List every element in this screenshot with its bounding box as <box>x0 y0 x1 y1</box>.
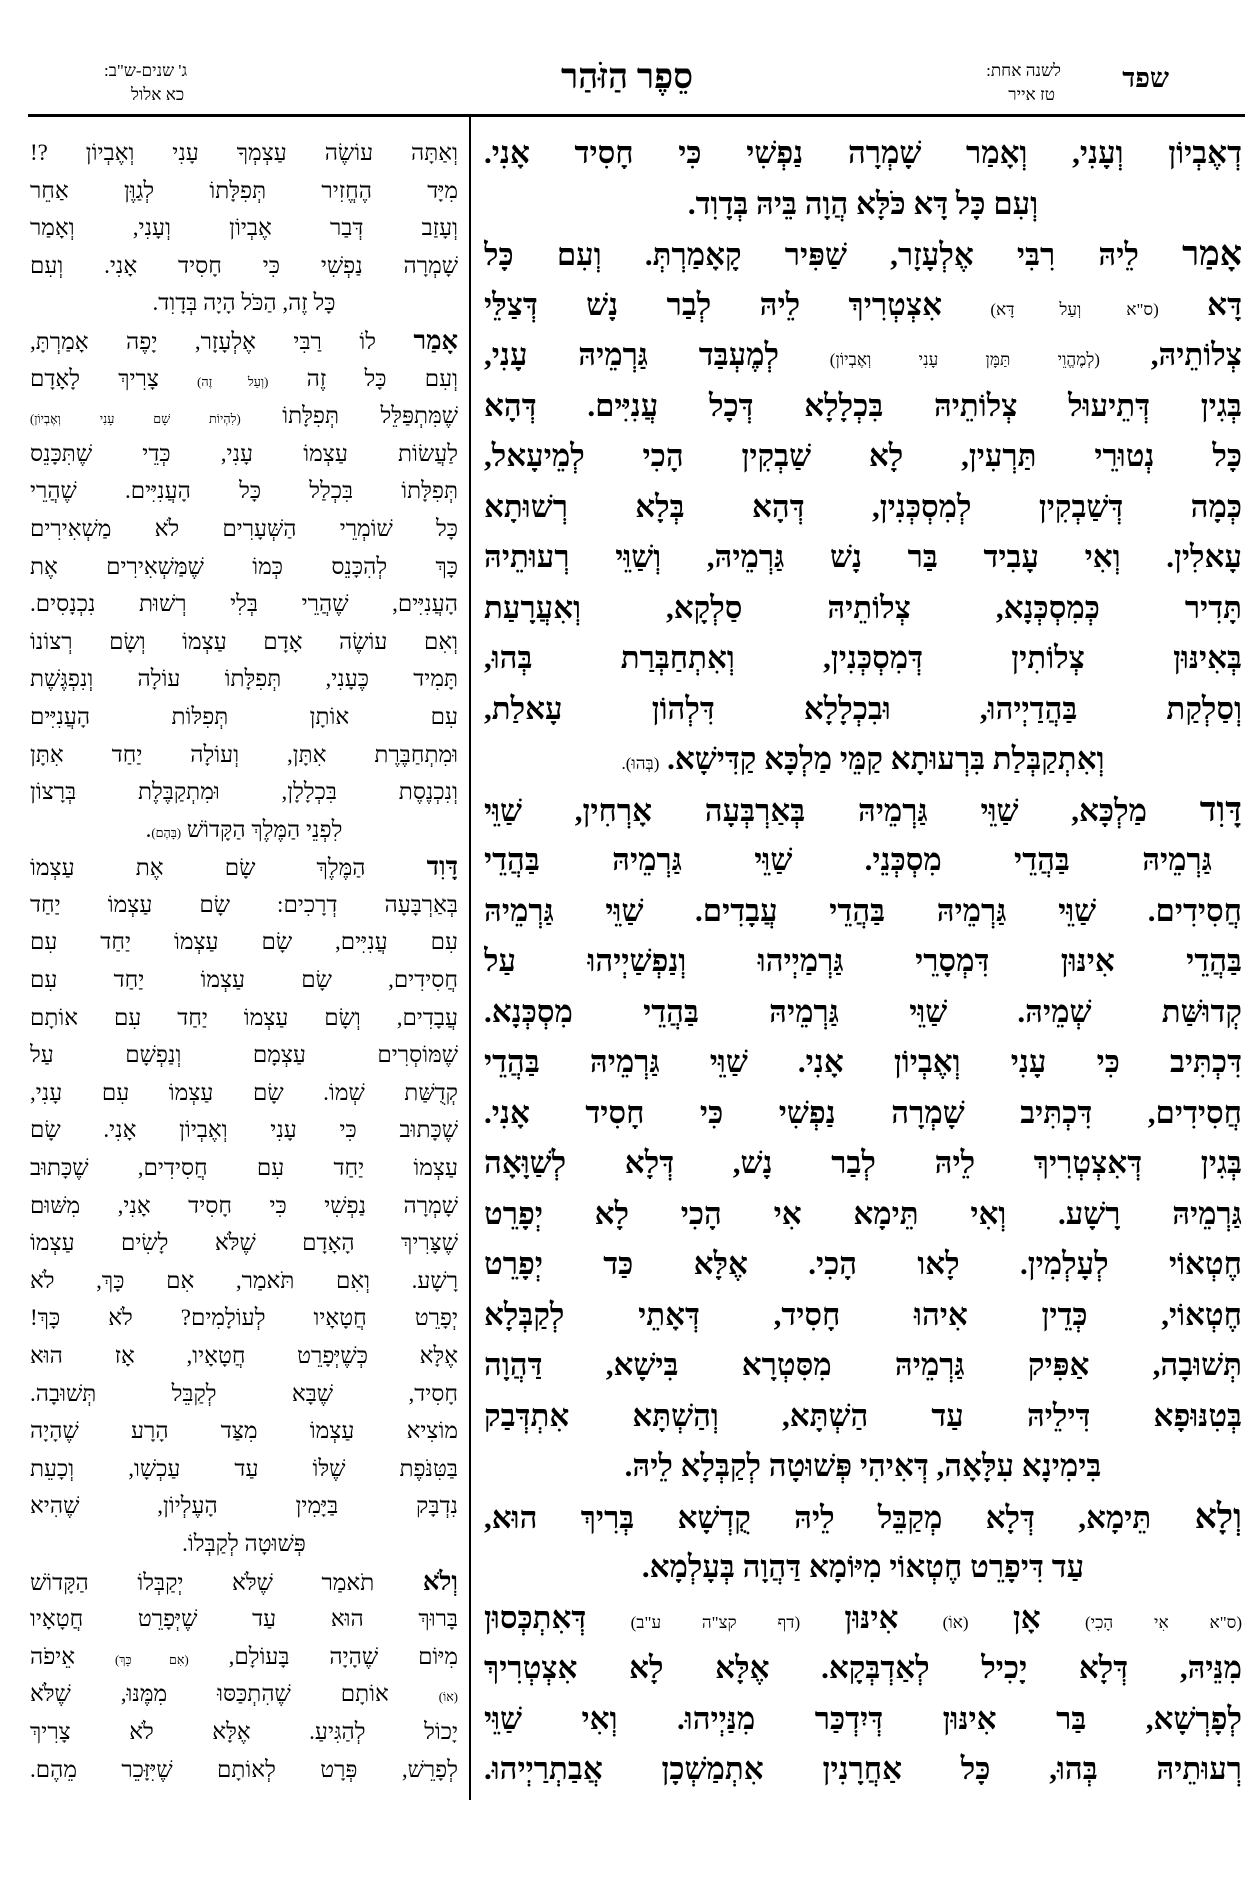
line-text: עִם אוֹתָן תְּפִלּוֹת הָעֲנִיִּים <box>30 703 458 729</box>
hebrew-text-line <box>30 1487 458 1525</box>
aramaic-text-line <box>484 1340 1242 1391</box>
line-text: גַּרְמֵיהּ רָשָׁע. וְאִי תֵּימָא אִי הָכִי לָא יְפָרֵט <box>484 1195 1242 1231</box>
hebrew-text-line <box>30 1036 458 1074</box>
hebrew-text-line <box>30 1713 458 1751</box>
aramaic-text-line <box>484 1593 1242 1644</box>
line-text: מִיּוֹם שֶׁהָיָה בָּעוֹלָם, <box>188 1643 458 1669</box>
aramaic-text-line <box>484 1492 1242 1543</box>
line-text: תְּפִלָּתוֹ בִּכְלַל כָּל הָעֲנִיִּים. שֶׁהֲרֵי <box>30 478 458 504</box>
bracketed-note: (אִם כָּךְ) <box>115 1652 189 1667</box>
aramaic-text-line <box>484 330 1242 381</box>
hebrew-text-line <box>30 623 458 661</box>
aramaic-text-line <box>484 431 1242 482</box>
line-text: וְסַלְקַת בַּהֲדַיְיהוּ, וּבִכְלָלָא דִּלְהוֹן עָאלַת, <box>484 690 1242 726</box>
line-text: חֲסִידִים. שַׁוֵּי גַּרְמֵיהּ בַּהֲדֵי עֲבָדִים. שַׁוֵּי גַּרְמֵיהּ <box>484 892 1242 928</box>
aramaic-text-line <box>484 1088 1242 1139</box>
hebrew-text-line <box>30 1111 458 1149</box>
line-text: חֲסִידִים, דִּכְתִּיב שָׁמְרָה נַפְשִׁי כִּי חָסִיד אָנִי. <box>484 1094 1242 1130</box>
one-year-cycle-label: לשנה אחת: <box>986 61 1061 80</box>
line-text: דָּא <box>1158 286 1242 322</box>
line-text: לִפְנֵי הַמֶּלֶךְ הַקָּדוֹשׁ <box>181 816 343 842</box>
paragraph-lead-word: אָמַר <box>413 325 458 355</box>
aramaic-text-line <box>484 835 1242 886</box>
line-text: מַלְכָּא, שַׁוֵּי גַּרְמֵיהּ בְּאַרְבְּעָה אָרְחִין, שַׁוֵּי <box>484 792 1200 828</box>
bracketed-note: (וְעַל זֶה) <box>197 374 269 389</box>
line-text: קְדוּשַּׁת שְׁמֵיהּ. שַׁוֵּי גַּרְמֵיהּ בַּהֲדֵי מִסְכְּנָא. <box>484 993 1242 1029</box>
hebrew-text-line <box>30 1563 458 1601</box>
line-text: וְעִם כָּל דָּא כֹּלָּא הֲוָה בֵּיהּ בְּדָוִד. <box>687 185 1039 221</box>
line-text: וְאַתָּה עוֹשֶׂה עַצְמְךָ עָנִי וְאֶבְיוֹן ?! <box>30 140 458 165</box>
line-text: שֶׁכָּתוּב כִּי עָנִי וְאֶבְיוֹן אָנִי. שָׂם <box>30 1117 458 1143</box>
hebrew-text-line <box>30 397 458 435</box>
hebrew-text-line <box>30 886 458 924</box>
line-text: דְּאִתְכְּסוּן <box>484 1599 631 1635</box>
line-text: שָׁמְרָה נַפְשִׁי כִּי חָסִיד אָנִי, מִשּׁוּם <box>30 1192 458 1218</box>
line-text: . <box>145 816 152 842</box>
aramaic-text-line <box>484 583 1242 634</box>
line-text: תְּשׁוּבָה, אַפִּיק גַּרְמֵיהּ מִסִּטְרָא בִּישָׁא, דַּהֲוָה <box>484 1347 1242 1382</box>
line-text: גַּרְמֵיהּ בַּהֲדֵי מִסְכְּנֵי. שַׁוֵּי גַּרְמֵיהּ בַּהֲדֵי <box>484 842 1212 877</box>
line-text: תֵּימָא, דְּלָא מְקַבֵּל לֵיהּ קֻדְשָׁא בְּרִיךְ הוּא, <box>484 1499 1195 1535</box>
aramaic-text-line <box>484 1138 1242 1189</box>
line-text: חֶטְאוֹי לְעָלְמִין. לָאו הָכִי. אֶלָּא כַּד יְפָרֵט <box>484 1246 1242 1281</box>
line-text: דְאֶבְיוֹן וְעָנִי, וְאָמַר שָׁמְרָה נַפְשִׁי כִּי חָסִיד אָנִי. <box>484 135 1242 170</box>
line-text: חֲסִידִים, שָׂם עַצְמוֹ יַחַד עִם <box>30 967 458 993</box>
hebrew-text-line <box>30 134 458 172</box>
line-text: נִדְבָּק בַּיָּמִין הָעֶלְיוֹן, שֶׁהִיא <box>30 1493 458 1519</box>
line-text: כָּל נְטוּרֵי תַּרְעִין, לָא שַׁבְקִין הָכִי לְמֵיעָאל, <box>484 438 1242 473</box>
line-text: שֶׁצָּרִיךְ הָאָדָם שֶׁלֹּא לָשִׂים עַצְמוֹ <box>30 1230 458 1256</box>
bracketed-note: (בָּהֶם) <box>151 825 182 840</box>
aramaic-text-line <box>484 1542 1242 1593</box>
line-text: שָׁמְרָה נַפְשִׁי כִּי חָסִיד אָנִי. וְעִם <box>30 252 458 278</box>
three-year-cycle-label: ג' שנים-ש"ב: <box>104 61 188 80</box>
hebrew-text-line <box>30 172 458 210</box>
paragraph-lead-word: וְלָא <box>1194 1496 1242 1536</box>
line-text: לְמֶעְבַּד גַּרְמֵיהּ עָנִי, <box>484 337 830 372</box>
line-text: כָּל זֶה, הַכֹּל הָיָה בְּדָוִד. <box>152 290 336 316</box>
hebrew-text-line <box>30 1600 458 1638</box>
line-text: עָאלִין. וְאִי עָבִיד בַּר נָשׁ גַּרְמֵיהּ, וְשַׁוֵּי רְעוּתֵיהּ <box>484 539 1242 574</box>
aramaic-text-line <box>484 936 1242 987</box>
aramaic-text-line <box>484 532 1242 583</box>
line-text: בִּימִינָא עִלָּאָה, דְּאִיהִי פְּשׁוּטָה לְקַבְּלָא לֵיהּ. <box>624 1448 1102 1483</box>
hebrew-text-line <box>30 1525 458 1563</box>
line-text: עַצְמוֹ יַחַד עִם חֲסִידִים, שֶׁכָּתוּב <box>30 1155 458 1181</box>
line-text: שֶׁמּוֹסְרִים עַצְמָם וְנַפְשָׁם עַל <box>30 1042 458 1068</box>
line-text: וְאִתְקַבְּלַת בִּרְעוּתָא קַמֵּי מַלְכָּא קַדִּישָׁא. <box>659 741 1105 776</box>
line-text: לֵיהּ רִבִּי אֶלְעָזָר, שַׁפִּיר קָאָמַרְתְּ. וְעִם כָּל <box>484 237 1183 272</box>
hebrew-text-line <box>30 736 458 774</box>
hebrew-text-line <box>30 1224 458 1262</box>
header-divider <box>28 114 1245 117</box>
bracketed-note: (ס"א וְעַל דָּא) <box>990 299 1159 319</box>
aramaic-text-line <box>484 1643 1242 1694</box>
line-text: כָּל שׁוֹמְרֵי הַשְּׁעָרִים לֹא מַשְׁאִירִים <box>30 515 458 541</box>
line-text: וְנִכְנֶסֶת בִּכְלָלָן, וּמִתְקַבֶּלֶת בְּרָצוֹן <box>30 779 458 805</box>
line-text: תֹאמַר שֶׁלֹּא יְקַבְּלוֹ הַקָּדוֹשׁ <box>30 1569 423 1595</box>
aramaic-text-line <box>484 1189 1242 1240</box>
bracketed-note: (לִהְיוֹת שָׁם עָנִי וְאֶבְיוֹן) <box>30 412 241 427</box>
aramaic-text-line <box>484 1744 1242 1795</box>
line-text: בְּטִנּוּפָא דִּילֵיהּ עַד הַשְׁתָּא, וְהַשְׁתָּא אִתְדְּבַק <box>484 1397 1242 1433</box>
aramaic-text-line <box>484 1239 1242 1290</box>
line-text: תָּדִיר כְּמִסְכְּנָא, צְלוֹתֵיהּ סַלְקָא, וְאִעֲרָעַת <box>484 589 1242 625</box>
line-text: בְּגִין דְּאִצְטְרִיךְ לֵיהּ לְבַר נָשׁ, דְּלָא לְשַׁוָּאָה <box>484 1145 1242 1180</box>
line-text: לְפָרֵשׁ, פְּרָט לְאוֹתָם שֶׁיִּזָּכֵר מֵהֶם. <box>30 1756 458 1782</box>
hebrew-text-line <box>30 1262 458 1300</box>
line-text: דִּכְתִּיב כִּי עָנִי וְאֶבְיוֹן אָנִי. שַׁוֵּי גַּרְמֵיהּ בַּהֲדֵי <box>484 1044 1242 1079</box>
aramaic-text-column <box>484 128 1242 1795</box>
line-text: וְעִם כָּל זֶה <box>268 365 458 391</box>
line-text: עִם עֲנִיִּים, שָׂם עַצְמוֹ יַחַד עִם <box>30 929 458 955</box>
line-text: כָּךְ לְהִכָּנֵס כְּמוֹ שֶׁמַּשְׁאִירִים אֶת <box>30 553 458 579</box>
line-text: לוֹ רַבִּי אֶלְעָזָר, יָפֶה אָמַרְתָּ, <box>30 328 414 354</box>
hebrew-text-line <box>30 1149 458 1187</box>
hebrew-text-line <box>30 660 458 698</box>
line-text: פְּשׁוּטָה לְקַבְּלוֹ. <box>182 1530 306 1556</box>
bracketed-note: (ס"א אִי הָכִי) <box>1084 1612 1242 1632</box>
line-text: יָכוֹל לְהַגִּיעַ. אֶלָּא לֹא צָרִיךְ <box>30 1718 458 1744</box>
bracketed-note: (דף קצ"ה ע"ב) <box>630 1612 801 1632</box>
line-text: אָן <box>968 1599 1085 1635</box>
hebrew-text-line <box>30 284 458 322</box>
hebrew-text-line <box>30 510 458 548</box>
line-text: שֶׁמִּתְפַּלֵּל תְּפִלָּתוֹ <box>240 403 458 429</box>
line-text: אִינּוּן <box>800 1599 943 1635</box>
aramaic-text-line <box>484 1391 1242 1442</box>
aramaic-text-line <box>484 229 1242 280</box>
line-text: בַּהֲדֵי אִינּוּן דִּמְסָרֵי גַּרְמַיְיהוּ וְנַפְשַׁיְיהוּ עַל <box>484 943 1242 978</box>
hebrew-text-line <box>30 999 458 1037</box>
hebrew-text-line <box>30 923 458 961</box>
line-text: וְעָזַב דְּבַר אֶבְיוֹן וְעָנִי, וְאָמַר <box>30 215 458 241</box>
bracketed-note: (לְמֶהֱוֵי תַּמָּן עָנִי וְאֶבְיוֹן) <box>829 350 1100 369</box>
hebrew-text-line <box>30 1751 458 1789</box>
hebrew-text-line <box>30 1675 458 1713</box>
paragraph-lead-word: אָמַר <box>1182 234 1242 273</box>
hebrew-text-line <box>30 472 458 510</box>
hebrew-text-line <box>30 585 458 623</box>
bracketed-note: (אוֹ) <box>942 1612 969 1632</box>
aramaic-text-line <box>484 987 1242 1038</box>
line-text: צְלוֹתֵיהּ, <box>1099 337 1242 372</box>
hebrew-text-line <box>30 435 458 473</box>
hebrew-text-line <box>30 209 458 247</box>
line-text: הָעֲנִיִּים, שֶׁהֲרֵי בְּלִי רְשׁוּת נִכְנָסִים. <box>30 591 458 617</box>
line-text: אוֹתָם שֶׁהִתְכַּסּוּ מִמֶּנּוּ, שֶׁלֹּא <box>30 1681 439 1707</box>
line-text: בְּאַרְבָּעָה דְרָכִים: שָׂם עַצְמוֹ יַחַד <box>30 891 458 917</box>
column-divider <box>469 116 471 1800</box>
hebrew-text-line <box>30 1638 458 1676</box>
hebrew-text-line <box>30 698 458 736</box>
hebrew-text-line <box>30 548 458 586</box>
line-text: חָסִיד, שֶׁבָּא לְקַבֵּל תְּשׁוּבָה. <box>30 1380 458 1406</box>
line-text: אִצְטְרִיךְ לֵיהּ לְבַר נָשׁ דְּצַלֵּי <box>484 286 991 322</box>
bracketed-note: (אוֹ) <box>438 1690 458 1705</box>
hebrew-text-line <box>30 1450 458 1488</box>
line-text: וּמִתְחַבֶּרֶת אִתָּן, וְעוֹלָה יַחַד אִתָּן <box>30 741 458 767</box>
three-year-cycle-date: כא אלול <box>131 85 185 104</box>
line-text: וְאִם עוֹשֶׂה אָדָם עַצְמוֹ וְשָׂם רְצוֹנוֹ <box>30 628 458 654</box>
aramaic-text-line <box>484 1290 1242 1341</box>
aramaic-text-line <box>484 1441 1242 1492</box>
hebrew-text-line <box>30 360 458 398</box>
line-text: לַעֲשׂוֹת עַצְמוֹ עָנִי, כְּדֵי שֶׁתִּכָּנֵס <box>30 440 458 466</box>
line-text: מוֹצִיא עַצְמוֹ מִצַּד הָרָע שֶׁהָיָה <box>30 1418 458 1444</box>
aramaic-text-line <box>484 734 1242 785</box>
hebrew-text-line <box>30 1074 458 1112</box>
paragraph-lead-word: דָּוִד <box>426 852 458 882</box>
aramaic-text-line <box>484 381 1242 432</box>
page-number: שפד <box>1122 63 1169 93</box>
line-text: אֶלָּא כְּשֶׁיְּפָרֵט חֲטָאָיו, אָז הוּא <box>30 1343 458 1368</box>
paragraph-lead-word: וְלֹא <box>422 1566 458 1596</box>
line-text: תָּמִיד כֶּעָנִי, תְּפִלָּתוֹ עוֹלָה וְנִפְגֶּשֶׁת <box>30 666 458 692</box>
aramaic-text-line <box>484 128 1242 179</box>
line-text: לְפָרְשָׁא, בַּר אִינּוּן דְּיִדְכַּר מִנַּיְיהוּ. וְאִי שַׁוֵּי <box>484 1700 1242 1736</box>
line-text: בָּרוּךְ הוּא עַד שֶׁיְּפָרֵט חֲטָאָיו <box>30 1606 458 1632</box>
line-text: בַּטִּנֹּפֶת שֶׁלּוֹ עַד עַכְשָׁו, וְכָעֵת <box>30 1455 458 1481</box>
line-text: בְּגִין דְּתֵיעוּל צְלוֹתֵיהּ בִּכְלָלָא דְּכָל עֲנִיִּים. דְּהָא <box>484 387 1242 423</box>
hebrew-text-line <box>30 848 458 886</box>
hebrew-text-line <box>30 1187 458 1225</box>
book-title: סֵפֶר הַזֹּהַר <box>560 57 694 96</box>
bracketed-note: (בְּהוּ). <box>621 754 660 773</box>
line-text: הַמֶּלֶךְ שָׂם אֶת עַצְמוֹ <box>30 855 427 881</box>
line-text: אֵיפֹה <box>30 1643 116 1669</box>
hebrew-translation-column <box>30 134 458 1788</box>
aramaic-text-line <box>484 482 1242 533</box>
hebrew-text-line <box>30 1337 458 1375</box>
line-text: בְּאִינּוּן צְלוֹתִין דְּמִסְכְּנִין, וְאִתְחַבְּרַת בְּהוּ, <box>484 640 1242 675</box>
aramaic-text-line <box>484 633 1242 684</box>
line-text: כְּמָה דְּשַׁבְקִין לְמִסְכְּנִין, דְּהָא בְּלָא רְשׁוּתָא <box>484 488 1242 524</box>
hebrew-text-line <box>30 961 458 999</box>
hebrew-text-line <box>30 1299 458 1337</box>
hebrew-text-line <box>30 811 458 849</box>
aramaic-text-line <box>484 179 1242 230</box>
line-text: עַד דִּיפָרֵט חֶטְאוֹי מִיּוֹמָא דַּהֲוָה בְּעָלְמָא. <box>641 1549 1085 1584</box>
hebrew-text-line <box>30 1375 458 1413</box>
line-text: צָרִיךְ לָאָדָם <box>30 365 198 391</box>
aramaic-text-line <box>484 886 1242 937</box>
line-text: עֲבָדִים, וְשָׂם עַצְמוֹ יַחַד עִם אוֹתָם <box>30 1004 458 1030</box>
one-year-cycle-date: טז אייר <box>1008 85 1055 104</box>
line-text: יְפָרֵט חֲטָאָיו לְעוֹלָמִים? לֹא כָּךְ! <box>30 1305 458 1331</box>
aramaic-text-line <box>484 785 1242 836</box>
hebrew-text-line <box>30 247 458 285</box>
line-text: מִנֵּיהּ, דְּלָא יָכִיל לְאַדְבְּקָא. אֶלָּא לָא אִצְטְרִיךְ <box>484 1650 1242 1685</box>
aramaic-text-line <box>484 280 1242 331</box>
paragraph-lead-word: דָּוִד <box>1199 789 1242 829</box>
line-text: מִיָּד הֶחֱזִיר תְּפִלָּתוֹ לְגַוֶּן אַחֵר <box>30 177 458 203</box>
hebrew-text-line <box>30 322 458 360</box>
line-text: רְעוּתֵיהּ בְּהוּ, כָּל אַחֲרָנִין אִתְמַשְׁכָן אֲבַתְרַיְיהוּ. <box>484 1751 1242 1786</box>
hebrew-text-line <box>30 773 458 811</box>
aramaic-text-line <box>484 684 1242 735</box>
hebrew-text-line <box>30 1412 458 1450</box>
line-text: קְדֻשַּׁת שְׁמוֹ. שָׂם עַצְמוֹ עִם עָנִי, <box>30 1079 458 1105</box>
line-text: רָשָׁע. וְאִם תֹּאמַר, אִם כָּךְ, לֹא <box>30 1267 458 1293</box>
aramaic-text-line <box>484 1037 1242 1088</box>
line-text: חֶטְאוֹי, כְּדֵין אִיהוּ חָסִיד, דְּאָתֵי לְקַבְּלָא <box>484 1296 1242 1332</box>
aramaic-text-line <box>484 1694 1242 1745</box>
